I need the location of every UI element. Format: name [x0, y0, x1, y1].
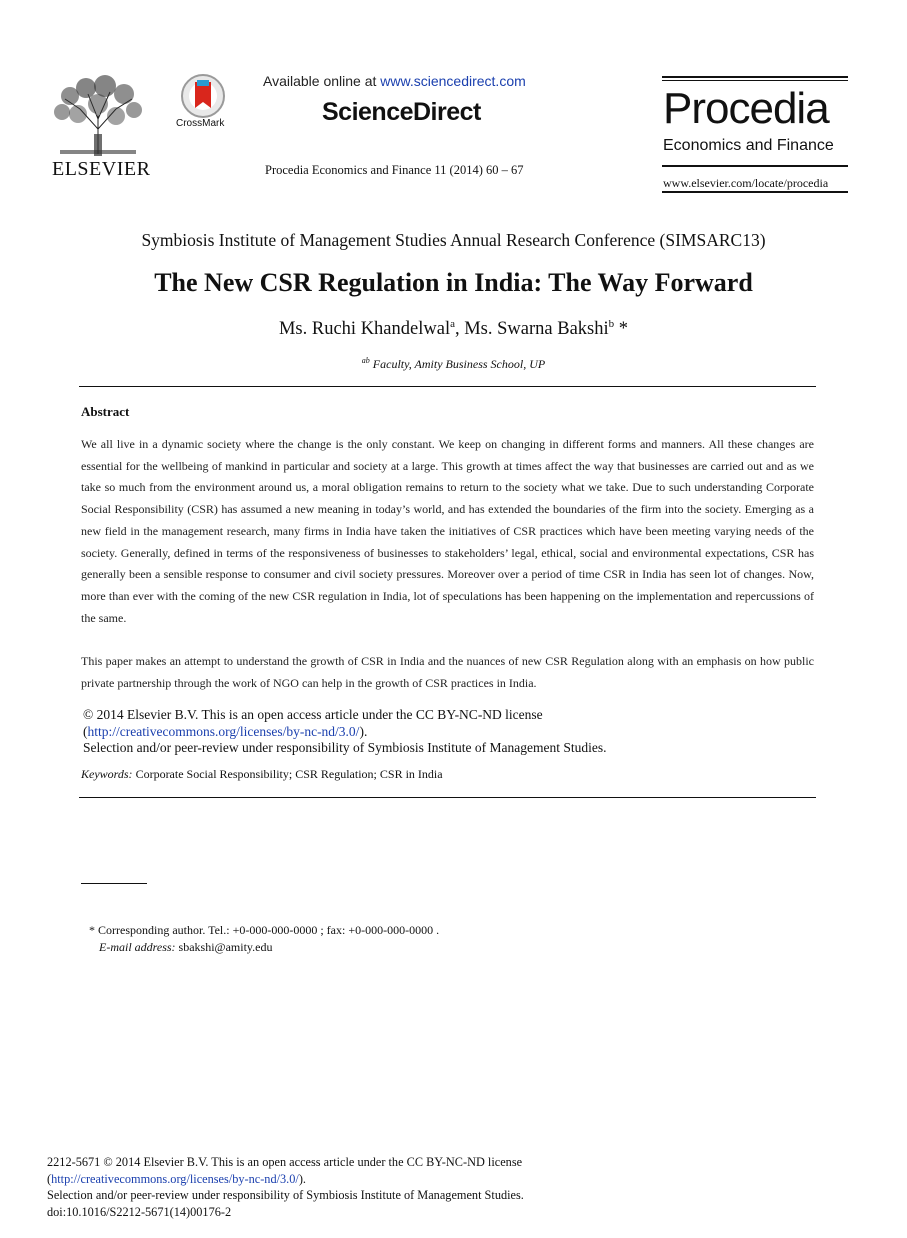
procedia-subtitle: Economics and Finance — [663, 137, 834, 154]
email-label: E-mail address: — [99, 940, 176, 954]
affiliation — [0, 356, 907, 372]
author-1-sup: a — [450, 318, 455, 330]
copyright-footer — [47, 1154, 524, 1220]
email-address[interactable]: sbakshi@amity.edu — [175, 940, 273, 954]
author-1: Ms. Ruchi Khandelwal — [278, 319, 451, 340]
corresponding-footnote — [89, 922, 439, 956]
footer-line-3: Selection and/or peer-review under responsibility of Symbiosis Institute of Management Studies. — [47, 1188, 524, 1202]
license-block — [83, 707, 803, 757]
authors — [0, 318, 907, 340]
keywords-values: Corporate Social Responsibility; CSR Regulation; CSR in India — [132, 767, 443, 781]
available-online — [263, 73, 526, 89]
footnote-line-1: * Corresponding author. Tel.: +0-000-000-0000 ; fax: +0-000-000-0000 . — [89, 923, 440, 937]
header-rule-mid — [662, 165, 848, 167]
elsevier-wordmark: ELSEVIER — [52, 158, 151, 180]
license-line-3: Selection and/or peer-review under responsibility of Symbiosis Institute of Management Studies. — [83, 740, 607, 755]
abstract-paragraph-1: We all live in a dynamic society where the change is the only constant. We keep on changing in different forms and manners. All these changes are essential for the wellbeing of mankind in particular and society at a large. This growth at times affect the way that businesses are carried out and as we take so much from the environment around us, a moral obligation remains to return to the society what we take. Due to such understanding Corporate Social Responsibility (CSR) has assumed a new meaning in today’s world, and has extended the boundaries of the firm into the society. Emerging as a new field in the management research, many firms in India have taken the initiatives of CSR practices which have been meeting varying needs of the society. Generally, defined in terms of the responsiveness of businesses to stakeholders’ legal, ethical, social and environmental expectations, CSR has generally been a sensible response to consumer and civil society pressures. Moreover over a period of time CSR in India has seen lot of changes. Now, more than ever with the coming of the new CSR regulation in India, lot of speculations has been happening on the implementation and repercussions of the same. — [81, 437, 814, 625]
author-separator: , — [454, 319, 465, 340]
footnote-rule — [81, 883, 147, 884]
license-line-2 — [83, 724, 803, 741]
abstract-top-rule — [79, 386, 816, 387]
conference-name: Symbiosis Institute of Management Studies Annual Research Conference (SIMSARC13) — [141, 230, 766, 250]
sciencedirect-wordmark: ScienceDirect — [322, 98, 481, 126]
header-rule-top — [662, 76, 848, 78]
affiliation-text: Faculty, Amity Business School, UP — [369, 357, 546, 371]
footer-line-1: 2212-5671 © 2014 Elsevier B.V. This is an open access article under the CC BY-NC-ND license — [47, 1155, 523, 1169]
author-2: Ms. Swarna Bakshi — [464, 319, 609, 340]
author-2-sup: b — [608, 318, 615, 330]
corresponding-star: * — [614, 319, 629, 340]
footer-open-paren: ( — [47, 1171, 52, 1186]
affiliation-sup: ab — [361, 356, 370, 365]
footer-line-2 — [47, 1171, 524, 1188]
journal-url[interactable]: www.elsevier.com/locate/procedia — [663, 176, 829, 190]
footer-license-link[interactable]: http://creativecommons.org/licenses/by-nc-nd/3.0/ — [51, 1171, 299, 1186]
abstract-bottom-rule — [79, 797, 816, 798]
sciencedirect-link[interactable]: www.sciencedirect.com — [380, 73, 526, 89]
license-line-1: © 2014 Elsevier B.V. This is an open access article under the CC BY-NC-ND license — [83, 707, 543, 722]
footer-close-paren: ). — [298, 1171, 306, 1186]
license-close-paren: ). — [359, 723, 368, 739]
keywords — [81, 767, 443, 782]
abstract-heading: Abstract — [81, 404, 130, 419]
available-prefix: Available online at — [263, 73, 377, 89]
procedia-wordmark: Procedia — [663, 84, 829, 133]
license-link[interactable]: http://creativecommons.org/licenses/by-nc-nd/3.0/ — [87, 723, 360, 739]
header-rule-top-thin — [662, 80, 848, 81]
footnote-line-2 — [89, 939, 439, 956]
abstract-paragraph-2: This paper makes an attempt to understand the growth of CSR in India and the nuances of new CSR Regulation along with an emphasis on how public private partnership through the work of NGO can help in the growth of CSR practices in India. — [81, 654, 814, 690]
keywords-label: Keywords: — [81, 767, 133, 781]
journal-reference: Procedia Economics and Finance 11 (2014) 60 – 67 — [265, 163, 524, 177]
header-rule-bottom — [662, 191, 848, 193]
crossmark-label: CrossMark — [176, 118, 225, 129]
doi[interactable]: doi:10.1016/S2212-5671(14)00176-2 — [47, 1204, 232, 1219]
license-open-paren: ( — [83, 723, 88, 739]
paper-title: The New CSR Regulation in India: The Way Forward — [154, 268, 753, 297]
